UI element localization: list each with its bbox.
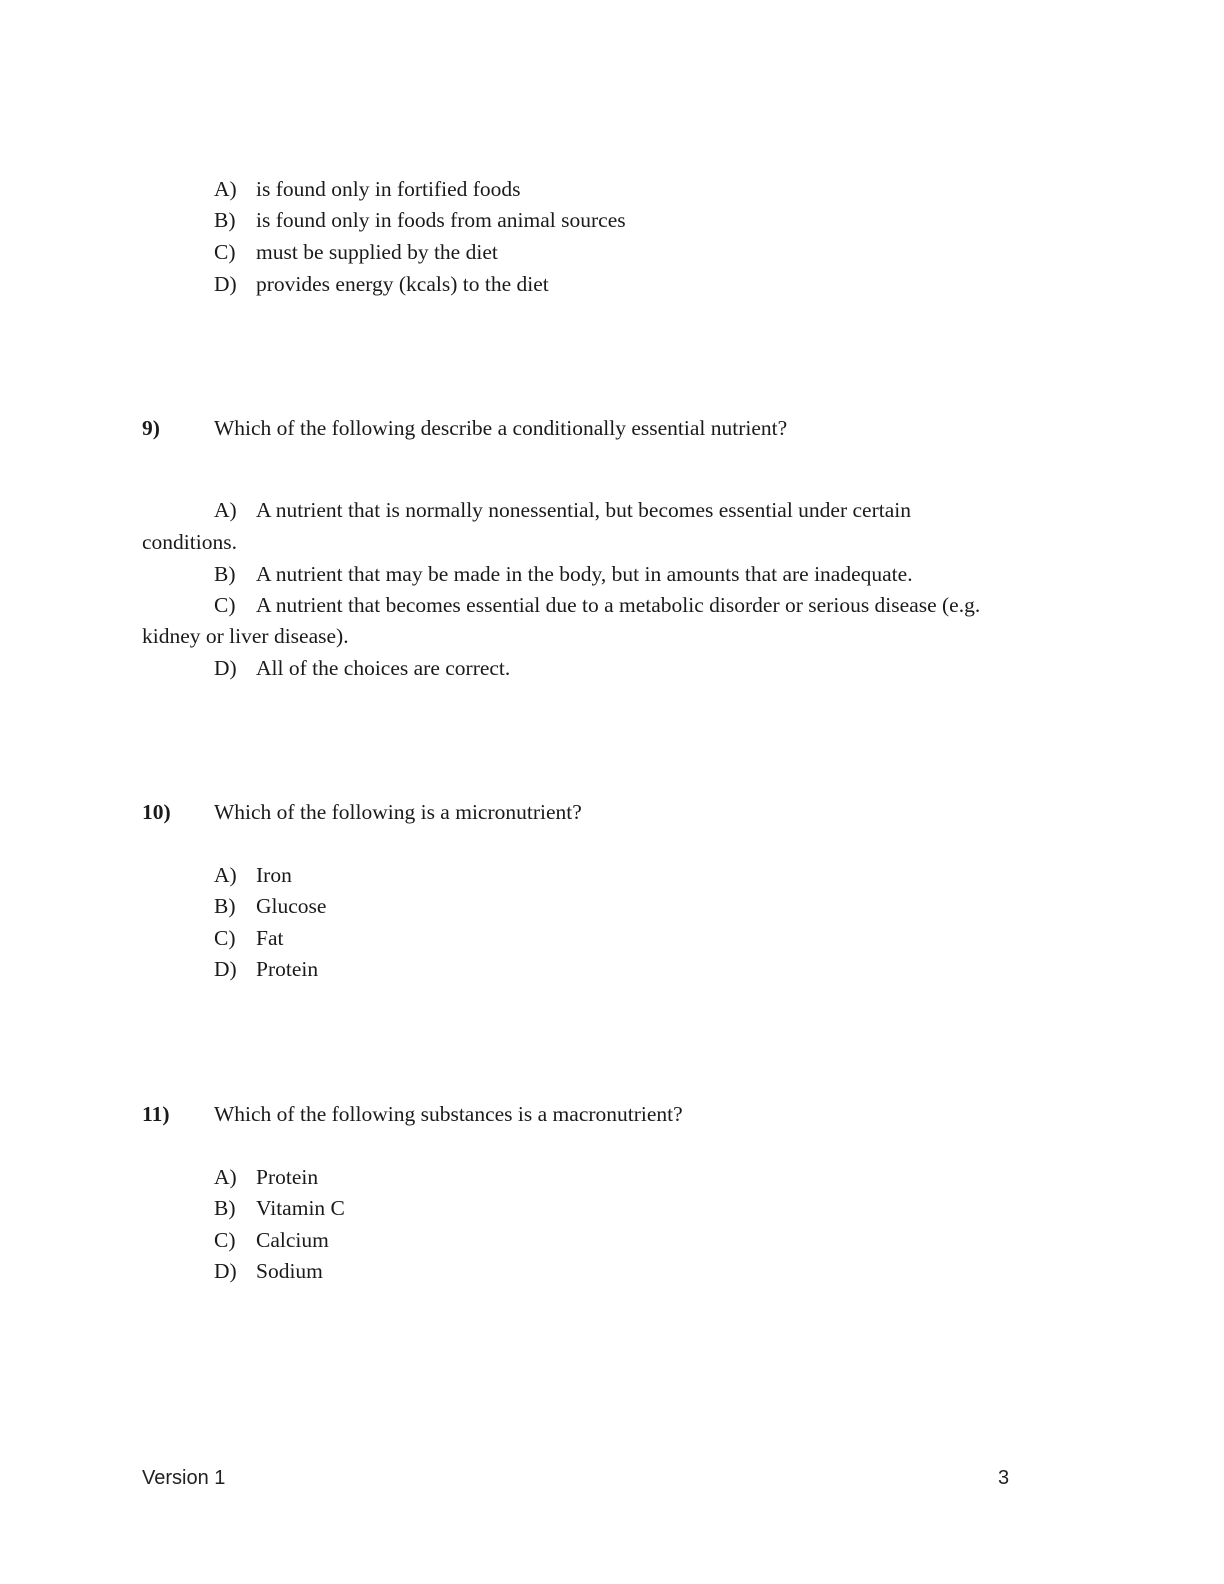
option-letter: A) [214,863,237,887]
q10-option-d [214,955,318,983]
q8-option-b [214,206,626,234]
option-text: A nutrient that may be made in the body, but in amounts that are inadequate. [256,562,913,586]
option-text: Calcium [256,1228,329,1252]
q8-option-a [214,175,521,203]
q9-option-a [214,496,911,524]
option-text: A nutrient that is normally nonessential, but becomes essential under certain [256,498,911,522]
option-text: provides energy (kcals) to the diet [256,272,549,296]
option-letter: C) [214,1228,236,1252]
q9-option-c [214,591,980,619]
q11-option-d [214,1257,323,1285]
option-letter: B) [214,1196,236,1220]
q11-option-a [214,1163,318,1191]
footer-page-number: 3 [998,1467,1010,1489]
q10-option-b [214,892,326,920]
q10-option-a [214,861,292,889]
option-text: Fat [256,926,284,950]
option-letter: D) [214,272,237,296]
option-letter: B) [214,562,236,586]
option-text: Glucose [256,894,327,918]
option-text: is found only in fortified foods [256,177,521,201]
option-text: Protein [256,957,319,981]
q9-option-a-continuation: conditions. [142,530,237,554]
q9-option-d [214,654,510,682]
option-text: Iron [256,863,292,887]
q11-option-b [214,1194,345,1222]
q11-option-c [214,1226,329,1254]
option-text: Vitamin C [256,1196,345,1220]
option-letter: C) [214,926,236,950]
option-text: Protein [256,1165,319,1189]
option-letter: C) [214,593,236,617]
q9-question: Which of the following describe a conditionally essential nutrient? [214,416,788,440]
option-letter: D) [214,656,237,680]
option-text: is found only in foods from animal sources [256,208,626,232]
q11-question: Which of the following substances is a macronutrient? [214,1102,683,1126]
q9-option-b [214,560,913,588]
option-text: All of the choices are correct. [256,656,511,680]
q8-option-d [214,270,549,298]
option-letter: D) [214,957,237,981]
q10-option-c [214,924,283,952]
option-letter: B) [214,894,236,918]
q9-number: 9) [142,416,160,440]
q9-option-c-continuation: kidney or liver disease). [142,624,349,648]
option-letter: A) [214,177,237,201]
option-letter: C) [214,240,236,264]
option-letter: A) [214,1165,237,1189]
q10-question: Which of the following is a micronutrient? [214,800,582,824]
q8-option-c [214,238,498,266]
option-letter: D) [214,1259,237,1283]
option-text: A nutrient that becomes essential due to a metabolic disorder or serious disease (e.g. [256,593,981,617]
q10-number: 10) [142,800,171,824]
q11-number: 11) [142,1102,170,1126]
option-letter: B) [214,208,236,232]
footer-version: Version 1 [142,1467,226,1489]
option-letter: A) [214,498,237,522]
option-text: must be supplied by the diet [256,240,498,264]
option-text: Sodium [256,1259,323,1283]
